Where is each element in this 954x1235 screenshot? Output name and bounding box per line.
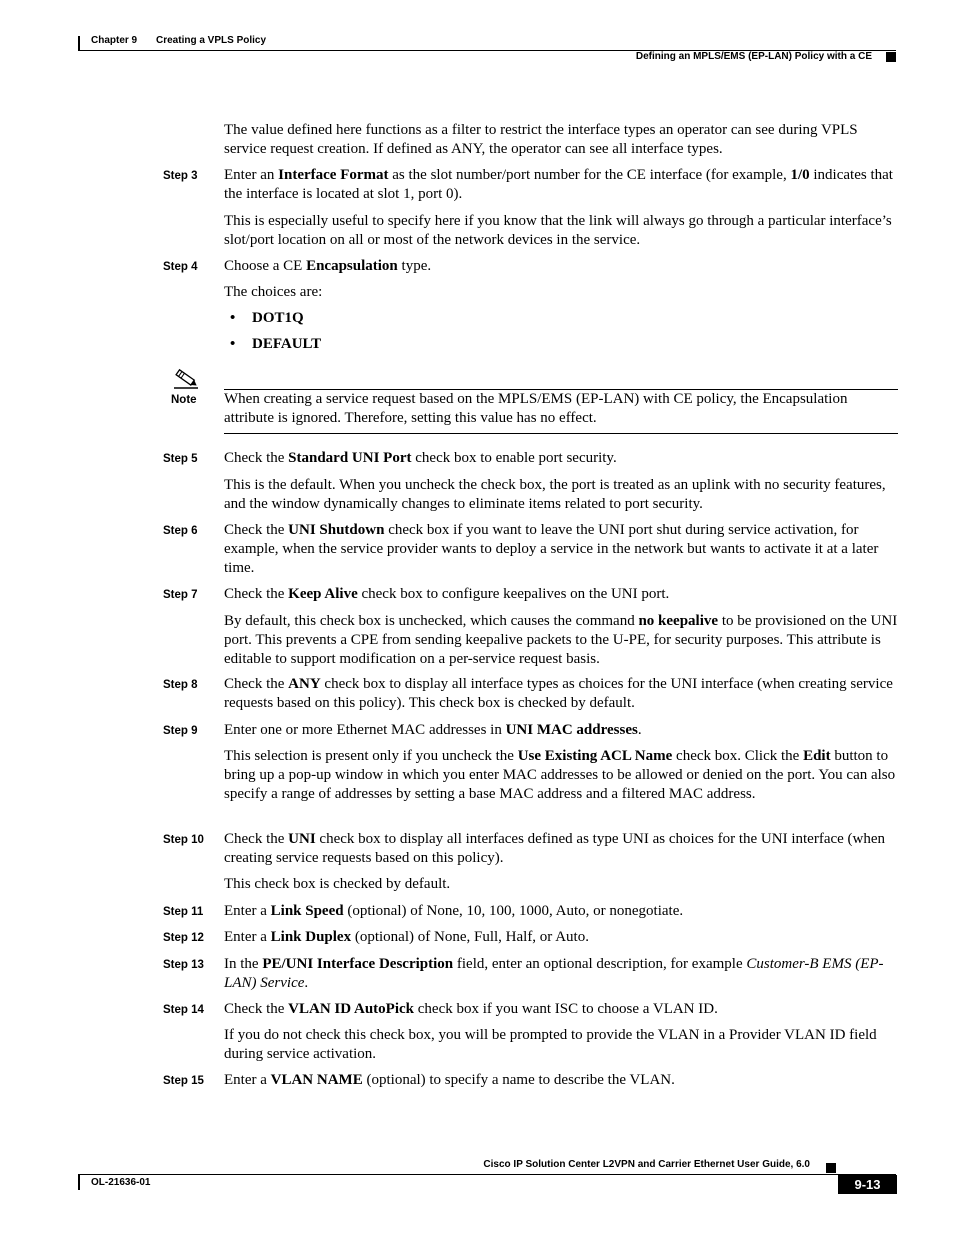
header-marker [886,52,896,62]
step-9-detail: This selection is present only if you uncheck the Use Existing ACL Name check box. Click the Edit button to bring up a pop-up window in which you enter MAC addresses to be allowed or denied on the port. You can also specify a range of addresses by setting a base MAC address and a filtered MAC address. [224,748,896,802]
footer-marker [826,1163,836,1173]
bullet-dot: • [230,336,236,352]
step-15-text: Enter a VLAN NAME (optional) to specify a name to describe the VLAN. [224,1072,675,1088]
footer-guide-title: Cisco IP Solution Center L2VPN and Carrier Ethernet User Guide, 6.0 [483,1159,810,1170]
step-3-text: Enter an Interface Format as the slot number/port number for the CE interface (for example, 1/0 indicates that the interface is located at slot 1, port 0). [224,167,893,202]
step-5-detail: This is the default. When you uncheck the check box, the port is treated as an uplink with no security features, and the window dynamically changes to eliminate items related to port security. [224,477,886,512]
intro-paragraph: The value defined here functions as a filter to restrict the interface types an operator can see during VPLS service request creation. If defined as ANY, the operator can see all interface types. [224,122,858,157]
step-4-label: Step 4 [163,261,198,273]
step-14-detail: If you do not check this check box, you will be prompted to provide the VLAN in a Provider VLAN ID field during service activation. [224,1027,877,1062]
step-10-label: Step 10 [163,834,204,846]
header-rule-left [78,36,80,51]
step-14-text: Check the VLAN ID AutoPick check box if you want ISC to choose a VLAN ID. [224,1001,718,1017]
step-7-text: Check the Keep Alive check box to configure keepalives on the UNI port. [224,586,670,602]
step-9-text: Enter one or more Ethernet MAC addresses in UNI MAC addresses. [224,722,642,738]
step-5-text: Check the Standard UNI Port check box to enable port security. [224,450,617,466]
step-12-label: Step 12 [163,932,204,944]
choice-default: DEFAULT [252,336,322,352]
step-7-detail: By default, this check box is unchecked, which causes the command no keepalive to be provisioned on the UNI port. This prevents a CPE from sending keepalive packets to the U-PE, for security purposes. This attribute is editable to support modification on a per-service request basis. [224,613,898,667]
footer-doc-number: OL-21636-01 [91,1177,151,1188]
note-text: When creating a service request based on the MPLS/EMS (EP-LAN) with CE policy, the Encapsulation attribute is ignored. Therefore, setting this value has no effect. [224,391,848,426]
step-13-text: In the PE/UNI Interface Description field, enter an optional description, for example Customer-B EMS (EP-LAN) Service. [224,956,884,991]
note-bottom-rule [224,433,898,434]
step-12-text: Enter a Link Duplex (optional) of None, Full, Half, or Auto. [224,929,589,945]
header-chapter: Chapter 9 [91,35,138,46]
step-9-label: Step 9 [163,725,198,737]
step-6-text: Check the UNI Shutdown check box if you want to leave the UNI port shut during service activation, for example, when the service provider wants to deploy a service in the network but wants to activate it at a later time. [224,522,879,576]
step-15-label: Step 15 [163,1075,204,1087]
step-11-label: Step 11 [163,906,204,918]
header-chapter-title: Creating a VPLS Policy [156,35,267,46]
choice-dot1q: DOT1Q [252,310,304,326]
bullet-dot: • [230,310,236,326]
step-8-text: Check the ANY check box to display all interface types as choices for the UNI interface (when creating service requests based on this policy). This check box is checked by default. [224,676,893,711]
pencil-note-icon [172,366,200,390]
footer-rule [78,1174,896,1175]
note-label: Note [171,394,197,406]
step-10-text: Check the UNI check box to display all interfaces defined as type UNI as choices for the UNI interface (when creating service requests based on this policy). [224,831,886,866]
step-11-text: Enter a Link Speed (optional) of None, 10, 100, 1000, Auto, or nonegotiate. [224,903,684,919]
step-13-label: Step 13 [163,959,204,971]
step-10-detail: This check box is checked by default. [224,876,451,892]
step-4-text: Choose a CE Encapsulation type. [224,258,432,274]
step-3-label: Step 3 [163,170,198,182]
step-4-choices: The choices are: [224,284,323,300]
page-number: 9-13 [838,1175,897,1194]
step-3-detail: This is especially useful to specify here if you know that the link will always go through a particular interface’s slot/port location on all or most of the network devices in the service. [224,213,892,248]
step-7-label: Step 7 [163,589,198,601]
step-8-label: Step 8 [163,679,198,691]
step-14-label: Step 14 [163,1004,204,1016]
header-section-title: Defining an MPLS/EMS (EP-LAN) Policy with a CE [635,51,872,62]
step-5-label: Step 5 [163,453,198,465]
footer-rule-left [78,1174,80,1190]
step-6-label: Step 6 [163,525,198,537]
